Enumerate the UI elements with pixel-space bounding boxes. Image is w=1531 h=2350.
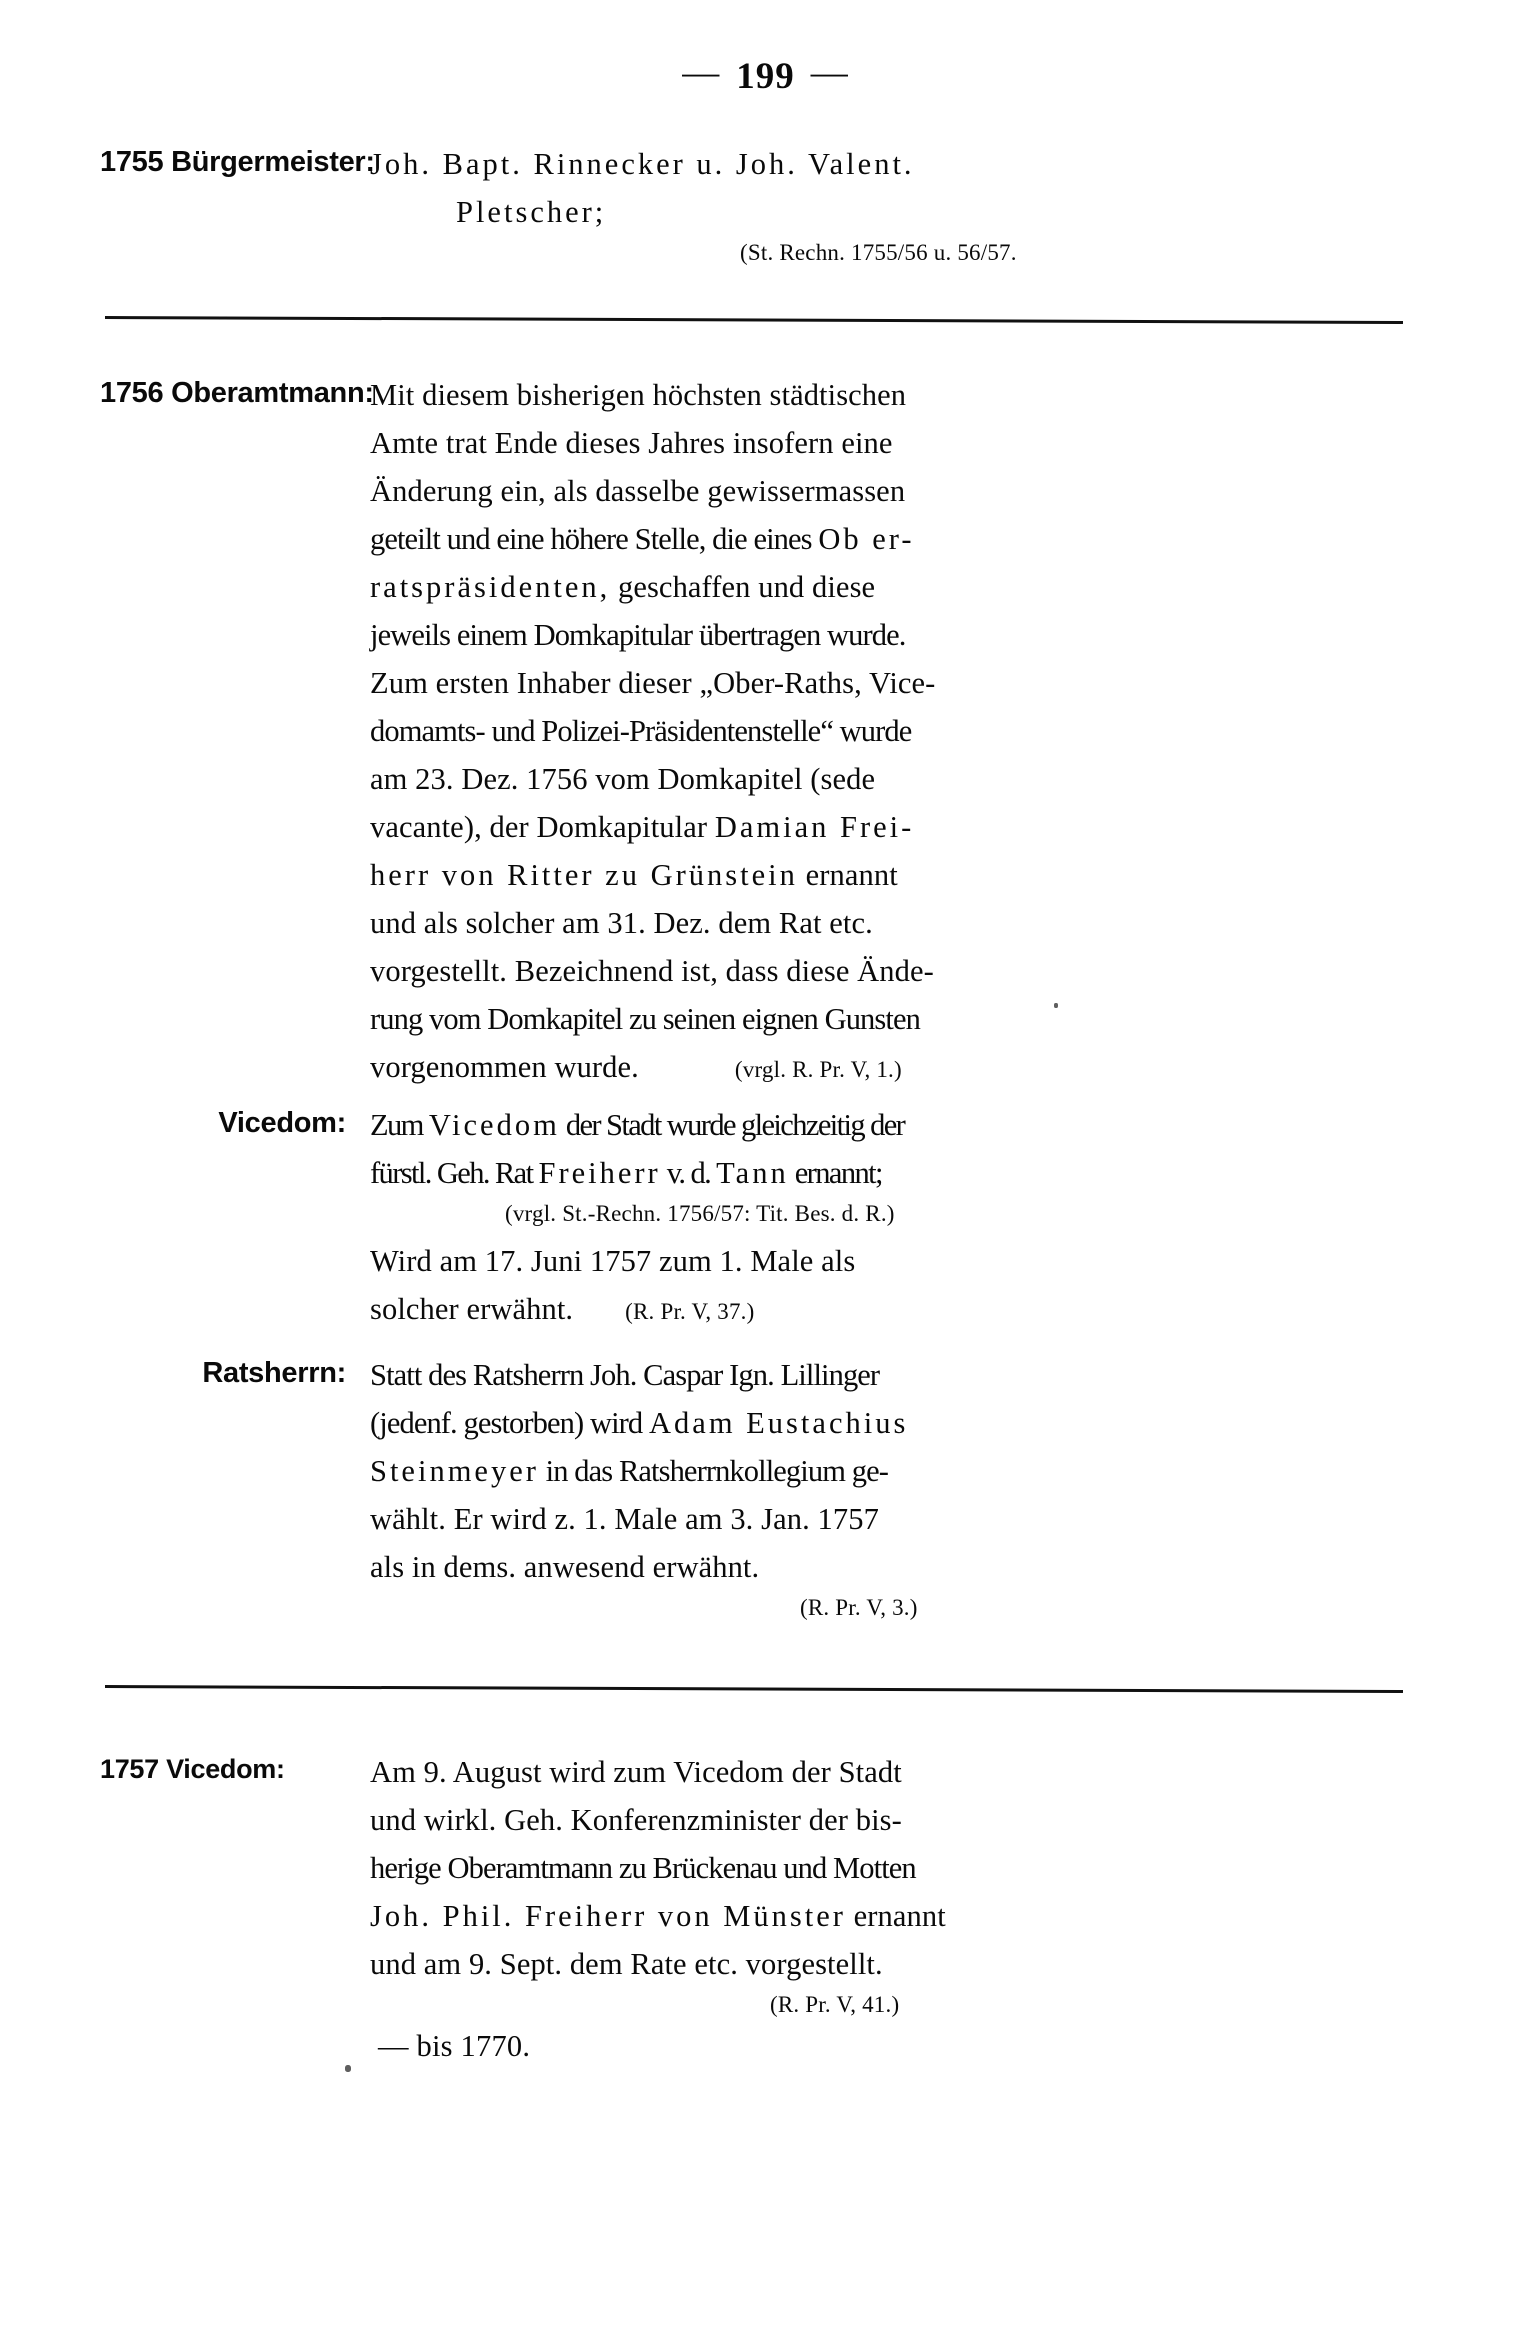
text-line: Mit diesem bisherigen höchsten städtischen <box>370 378 907 412</box>
text-line: wählt. Er wird z. 1. Male am 3. Jan. 1757 <box>370 1502 879 1536</box>
text-line <box>370 1101 1430 1149</box>
emphasis-spaced: Vicedom <box>428 1108 560 1142</box>
text-fragment: in das Ratsherrnkollegium ge- <box>538 1454 888 1488</box>
text-line: und am 9. Sept. dem Rate etc. vorgestellt. <box>370 1947 883 1981</box>
scan-speck <box>1054 1003 1058 1008</box>
text-line <box>370 1149 1430 1197</box>
folio-dash-left: — <box>682 52 721 93</box>
trailing-note: — bis 1770. <box>378 2029 531 2063</box>
text-line <box>370 563 1430 611</box>
text-line: domamts- und Polizei-Präsidentenstelle“ wurde <box>370 714 912 748</box>
text-line <box>370 1285 1430 1333</box>
text-line: Amte trat Ende dieses Jahres insofern eine <box>370 426 893 460</box>
text-fragment: solcher erwähnt. <box>370 1292 574 1326</box>
entry-1755-buergermeister <box>100 140 1430 270</box>
citation-line: (R. Pr. V, 3.) <box>800 1595 918 1620</box>
spacer <box>100 1091 1430 1101</box>
spacer <box>100 1333 1430 1351</box>
entry-label-1756-oberamtmann: 1756 Oberamtmann: <box>100 377 374 409</box>
entry-1756-oberamtmann <box>100 371 1430 1091</box>
text-line: vorgestellt. Bezeichnend ist, dass diese Ände- <box>370 954 934 988</box>
page-number-header <box>0 52 1531 98</box>
text-line: Joh. Bapt. Rinnecker u. Joh. Valent. <box>370 147 915 181</box>
text-line <box>370 803 1430 851</box>
entry-text-1756-ratsherrn <box>370 1351 1430 1625</box>
citation-line: (R. Pr. V, 41.) <box>770 1992 900 2017</box>
emphasis-spaced: herr von Ritter zu Grünstein <box>370 858 798 892</box>
text-line: Pletscher; <box>456 195 607 229</box>
emphasis-spaced: Steinmeyer <box>370 1454 539 1488</box>
text-fragment: Zum <box>370 1108 429 1142</box>
citation-line: (St. Rechn. 1755/56 u. 56/57. <box>740 240 1017 265</box>
page-body <box>100 140 1430 2070</box>
spacer <box>100 1625 1430 1685</box>
text-line <box>370 1043 1430 1091</box>
citation-line: (vrgl. St.-Rechn. 1756/57: Tit. Bes. d. R.) <box>505 1201 895 1226</box>
entry-1757-vicedom <box>100 1748 1430 2070</box>
entry-label-1756-vicedom: Vicedom: <box>218 1107 346 1139</box>
emphasis-spaced: Ob er- <box>818 522 915 556</box>
text-fragment: der Stadt wurde gleichzeitig der <box>559 1108 905 1142</box>
text-line: Wird am 17. Juni 1757 zum 1. Male als <box>370 1244 856 1278</box>
emphasis-spaced: Damian Frei- <box>714 810 915 844</box>
entry-text-1756-oberamtmann <box>370 371 1430 1091</box>
entry-1756-ratsherrn <box>100 1351 1430 1625</box>
text-line: herige Oberamtmann zu Brückenau und Motten <box>370 1851 916 1885</box>
text-line <box>370 1892 1430 1940</box>
text-fragment: geschaffen und diese <box>610 570 876 604</box>
text-line: Zum ersten Inhaber dieser „Ober-Raths, Vice- <box>370 666 936 700</box>
text-fragment: geteilt und eine höhere Stelle, die eines <box>370 522 819 556</box>
emphasis-spaced: Tann <box>716 1156 789 1190</box>
citation-line: (vrgl. R. Pr. V, 1.) <box>734 1057 902 1082</box>
emphasis-spaced: ratspräsidenten, <box>370 570 611 604</box>
text-fragment: v. d. <box>660 1156 717 1190</box>
spacer <box>100 1688 1430 1748</box>
text-line: und als solcher am 31. Dez. dem Rat etc. <box>370 906 873 940</box>
entry-label-1757-vicedom: 1757 Vicedom: <box>100 1754 285 1784</box>
emphasis-spaced: Freiherr <box>538 1156 661 1190</box>
entry-text-1756-vicedom <box>370 1101 1430 1333</box>
text-line <box>370 851 1430 899</box>
scan-speck <box>345 2065 351 2072</box>
entry-1756-vicedom <box>100 1101 1430 1333</box>
text-line <box>370 1399 1430 1447</box>
text-fragment: (jedenf. gestorben) wird <box>370 1406 650 1440</box>
text-line: rung vom Domkapitel zu seinen eignen Gunsten <box>370 1002 920 1036</box>
text-line: Statt des Ratsherrn Joh. Caspar Ign. Lillinger <box>370 1358 880 1392</box>
text-line: als in dems. anwesend erwähnt. <box>370 1550 760 1584</box>
text-fragment: fürstl. Geh. Rat <box>370 1156 539 1190</box>
text-fragment: ernannt; <box>788 1156 882 1190</box>
text-line: Am 9. August wird zum Vicedom der Stadt <box>370 1755 902 1789</box>
folio-number: 199 <box>736 56 795 97</box>
spacer <box>100 319 1430 371</box>
entry-label-1755-buergermeister: 1755 Bürgermeister: <box>100 146 375 178</box>
text-line <box>370 515 1430 563</box>
text-line <box>370 1447 1430 1495</box>
emphasis-spaced: Joh. Phil. Freiherr von Münster <box>370 1899 846 1933</box>
text-fragment: ernannt <box>797 858 898 892</box>
entry-text-1755-buergermeister <box>370 140 1430 270</box>
spacer <box>100 270 1430 316</box>
text-fragment: vacante), der Domkapitular <box>370 810 715 844</box>
folio-dash-right: — <box>810 52 849 93</box>
text-fragment: vorgenommen wurde. <box>370 1050 639 1084</box>
text-line: jeweils einem Domkapitular übertragen wurde. <box>370 618 906 652</box>
text-line: und wirkl. Geh. Konferenzminister der bis- <box>370 1803 902 1837</box>
text-line: Änderung ein, als dasselbe gewissermassen <box>370 474 906 508</box>
emphasis-spaced: Adam Eustachius <box>649 1406 909 1440</box>
entry-label-1756-ratsherrn: Ratsherrn: <box>202 1357 346 1389</box>
text-line: am 23. Dez. 1756 vom Domkapitel (sede <box>370 762 876 796</box>
text-fragment: ernannt <box>845 1899 946 1933</box>
citation-line: (R. Pr. V, 37.) <box>625 1299 755 1324</box>
entry-text-1757-vicedom <box>370 1748 1430 2070</box>
